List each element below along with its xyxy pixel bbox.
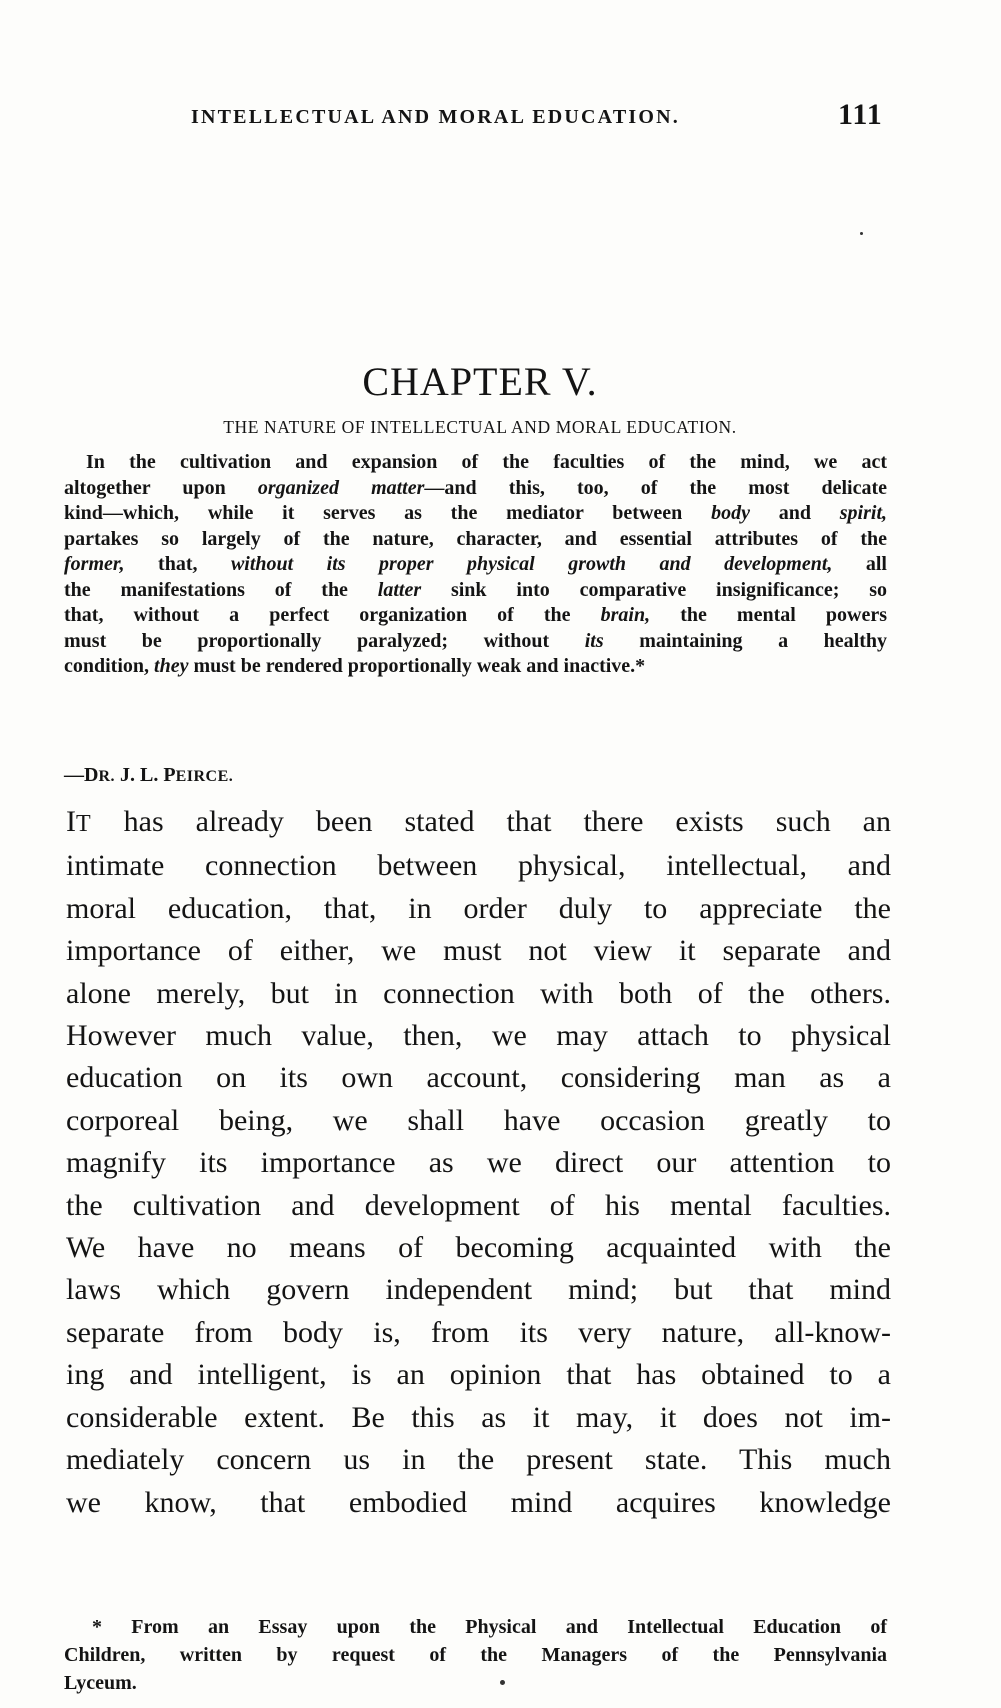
italic-text: latter xyxy=(377,578,422,601)
body-line: IT has already been stated that there exists such an xyxy=(66,805,891,838)
italic-text: they xyxy=(154,655,189,677)
body-line: importance of either, we must not view it separate and xyxy=(66,934,891,968)
body-line: alone merely, but in connection with both of the others. xyxy=(66,976,891,1010)
epigraph-line: In the cultivation and expansion of the faculties of the mind, we act xyxy=(86,451,887,473)
italic-text: its xyxy=(584,629,604,652)
body-line: ing and intelligent, is an opinion that has obtained to a xyxy=(66,1358,891,1392)
attribution-smallcaps-2: EIRCE. xyxy=(175,768,234,785)
body-line: corporeal being, we shall have occasion greatly to xyxy=(66,1103,891,1137)
body-line: mediately concern us in the present state. This much xyxy=(66,1443,891,1477)
body-line: education on its own account, considering man as a xyxy=(66,1061,891,1095)
body-line: separate from body is, from its very nature, all-know- xyxy=(66,1315,891,1349)
footnote-line: Lyceum. xyxy=(64,1672,137,1694)
print-speck xyxy=(860,232,863,235)
body-line: we know, that embodied mind acquires knowledge xyxy=(66,1485,891,1519)
italic-text: body xyxy=(711,502,750,524)
epigraph-line: must be proportionally paralyzed; without its maintaining a healthy xyxy=(64,629,887,652)
small-caps-text: T xyxy=(76,811,92,837)
body-line: intimate connection between physical, intellectual, and xyxy=(66,849,891,883)
attribution-mid: J. L. P xyxy=(115,764,176,786)
epigraph xyxy=(64,450,887,680)
footnote xyxy=(64,1613,887,1697)
body-line: the cultivation and development of his mental faculties. xyxy=(66,1188,891,1222)
epigraph-line: condition, they must be rendered proportionally weak and inactive.* xyxy=(64,655,646,677)
footnote-line: * From an Essay upon the Physical and Intellectual Education of xyxy=(92,1616,887,1638)
chapter-title: CHAPTER V. xyxy=(362,359,598,404)
body-line: considerable extent. Be this as it may, it does not im- xyxy=(66,1400,891,1434)
running-header xyxy=(0,98,1001,138)
epigraph-line: the manifestations of the latter sink into comparative insignificance; so xyxy=(64,578,887,601)
footnote-line: Children, written by request of the Managers of the Pennsylvania xyxy=(64,1644,887,1666)
body-line: magnify its importance as we direct our attention to xyxy=(66,1146,891,1180)
epigraph-line: former, that, without its proper physical growth and development, all xyxy=(64,553,887,575)
epigraph-line: partakes so largely of the nature, character, and essential attributes of the xyxy=(64,527,887,550)
italic-text: organized matter xyxy=(257,476,425,499)
epigraph-line: kind—which, while it serves as the mediator between body and spirit, xyxy=(64,502,888,524)
italic-text: spirit, xyxy=(839,502,888,524)
epigraph-attribution xyxy=(64,764,233,787)
body-line: laws which govern independent mind; but that mind xyxy=(66,1273,891,1307)
body-text xyxy=(66,801,891,1524)
attribution-smallcaps-1: R. xyxy=(98,768,116,785)
attribution-prefix: —D xyxy=(64,764,99,786)
body-line: However much value, then, we may attach to physical xyxy=(66,1019,891,1053)
body-line: moral education, that, in order duly to appreciate the xyxy=(66,891,891,925)
body-line: We have no means of becoming acquainted with the xyxy=(66,1231,891,1265)
italic-text: former, xyxy=(64,553,125,575)
epigraph-line: that, without a perfect organization of the brain, the mental powers xyxy=(64,604,887,626)
running-title: INTELLECTUAL AND MORAL EDUCATION. xyxy=(191,106,680,128)
italic-text: brain, xyxy=(600,604,651,626)
page-number: 111 xyxy=(838,98,883,131)
epigraph-line: altogether upon organized matter—and this, too, of the most delicate xyxy=(64,476,888,499)
chapter-subtitle: THE NATURE OF INTELLECTUAL AND MORAL EDUCATION. xyxy=(223,417,737,437)
italic-text: without its proper physical growth and development, xyxy=(230,553,833,575)
